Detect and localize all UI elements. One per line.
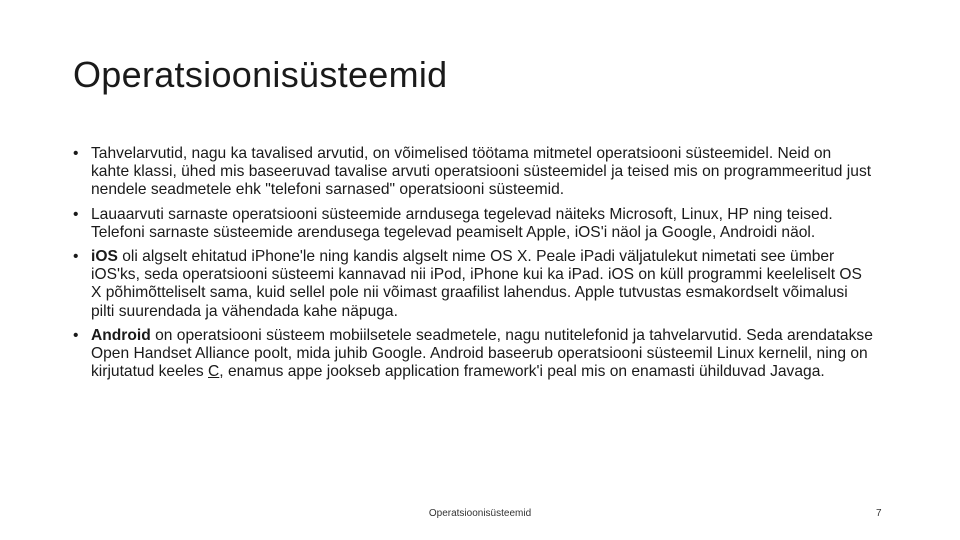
bullet-text: on operatsiooni süsteem mobiilsetele seadmetele, nagu nutitelefonid ja tahvelarvutid. Seda arendatakse Open Handset Alliance poolt, mida juhib Google. Android baseerub operatsiooni süsteemil Linux kernelil, ning on kirjutatud keeles (91, 326, 873, 381)
bullet-text: Tahvelarvutid, nagu ka tavalised arvutid, on võimelised töötama mitmetel operatsiooni süsteemidel. Neid on kahte klassi, ühed mis baseeruvad tavalise arvuti operatsiooni süsteemidel ja teised mis on programmeeritud just nendele seadmetele ehk "telefoni sarnased" operatsiooni süsteemid. (91, 145, 872, 199)
footer-text: Operatsioonisüsteemid (428, 508, 532, 519)
bullet-text-after: , enamus appe jookseb application framework'i peal mis on enamasti ühilduvad Javaga. (219, 363, 825, 381)
bullet-icon: • (73, 145, 79, 162)
bullet-keyword: Android (91, 326, 151, 344)
bullet-item-4 (73, 327, 873, 382)
bullet-keyword: iOS (91, 248, 118, 266)
bullet-icon: • (73, 326, 79, 344)
page-number: 7 (876, 508, 882, 519)
bullet-text: Lauaarvuti sarnaste operatsiooni süsteemide arndusega tegelevad näiteks Microsoft, Linux, HP ning teised. Telefoni sarnaste süsteemide arendusega tegelevad peamiselt Apple, iOS'i näol ja Google, Androidi näol. (91, 205, 833, 241)
bullet-text: oli algselt ehitatud iPhone'le ning kandis algselt nime OS X. Peale iPadi väljatulekut nimetati see ümber iOS'ks, seda operatsiooni süsteemi kannavad nii iPod, iPhone kui ka iPad. iOS on küll programmi keeleliselt OS X põhimõtteliselt sama, kuid sellel pole nii võimast graafilist lahendus. Apple tutvustas esmakordselt võimalusi pilti suurendada ja vähendada kahe näpuga. (91, 248, 862, 320)
bullet-item-2 (73, 206, 873, 242)
c-language-link[interactable]: C (208, 363, 220, 381)
bullet-list (73, 145, 873, 387)
bullet-item-3 (73, 248, 873, 321)
bullet-item-1 (73, 145, 873, 200)
slide-title: Operatsioonisüsteemid (73, 54, 448, 95)
bullet-icon: • (73, 205, 79, 223)
bullet-icon: • (73, 248, 79, 266)
